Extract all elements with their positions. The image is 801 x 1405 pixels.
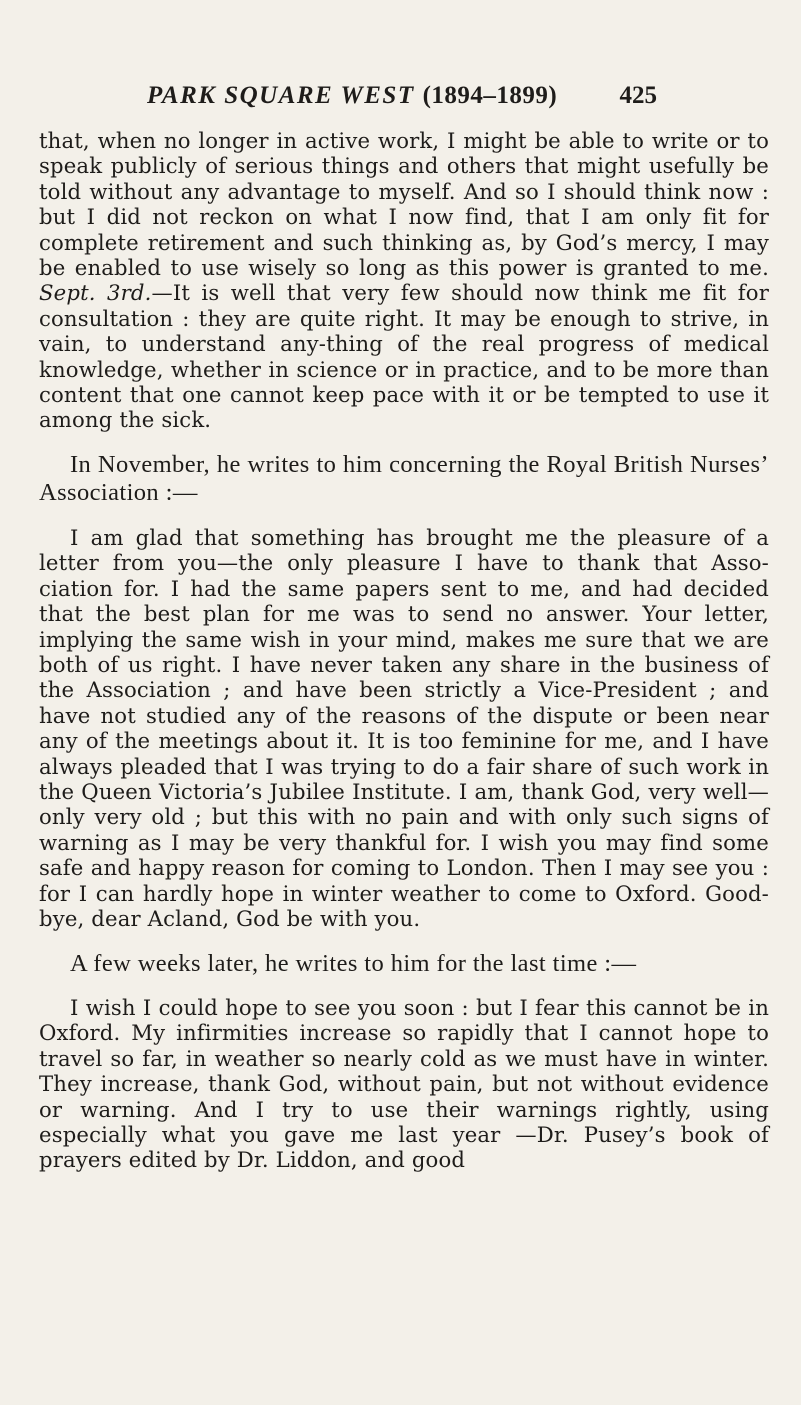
letter-excerpt-1 — [39, 128, 769, 433]
running-title: PARK SQUARE WEST — [147, 82, 415, 109]
letter-excerpt-3: I wish I could hope to see you soon : but I fear this cannot be in Oxford. My infirmities increase so rapidly that I cannot hope to travel so far, in weather so nearly cold as we must have in winter. They increase, thank God, without pain, but not without evidence or warning. And I try to use their warnings rightly, using especially what you gave me last year —Dr. Pusey’s book of prayers edited by Dr. Liddon, and good — [39, 994, 769, 1173]
narrative-paragraph-2: A few weeks later, he writes to him for the last time :— — [70, 950, 637, 978]
running-header — [147, 82, 657, 110]
narrative-paragraph-1: In November, he writes to him concerning the Royal British Nurses’ Association :— — [39, 450, 769, 507]
page-number: 425 — [619, 82, 657, 109]
page-body — [39, 128, 769, 1173]
letter-excerpt-2: I am glad that something has brought me the pleasure of a letter from you—the only pleasure I have to thank that Asso-ciation for. I had the same papers sent to me, and had decided that the best plan for me was to send no answer. Your letter, implying the same wish in your mind, makes me sure that we are both of us right. I have never taken any share in the business of the Association ; and have been strictly a Vice-President ; and have not studied any of the reasons of the dispute or been near any of the meetings about it. It is too feminine for me, and I have always pleaded that I was trying to do a fair share of such work in the Queen Victoria’s Jubilee Institute. I am, thank God, very well—only very old ; but this with no pain and with only such signs of warning as I may be very thankful for. I wish you may find some safe and happy reason for coming to London. Then I may see you : for I can hardly hope in winter weather to come to Oxford. Good-bye, dear Acland, God be with you. — [39, 524, 769, 931]
running-years: (1894–1899) — [422, 82, 558, 109]
letter-excerpt-1-part-2: —It is well that very few should now think me fit for consultation : they are quite right. It may be enough to strive, in vain, to understand any-thing of the real progress of medical knowledge, whether in science or in practice, and to be more than content that one cannot keep pace with it or be tempted to use it among the sick. — [39, 280, 769, 433]
letter-excerpt-1-part-1: that, when no longer in active work, I might be able to write or to speak publicly of serious things and others that might usefully be told without any advantage to myself. And so I should think now : but I did not reckon on what I now find, that I am only fit for complete retirement and such thinking as, by God’s mercy, I may be enabled to use wisely so long as this power is granted to me. — [39, 128, 769, 281]
letter-date: Sept. 3rd. — [39, 280, 152, 306]
